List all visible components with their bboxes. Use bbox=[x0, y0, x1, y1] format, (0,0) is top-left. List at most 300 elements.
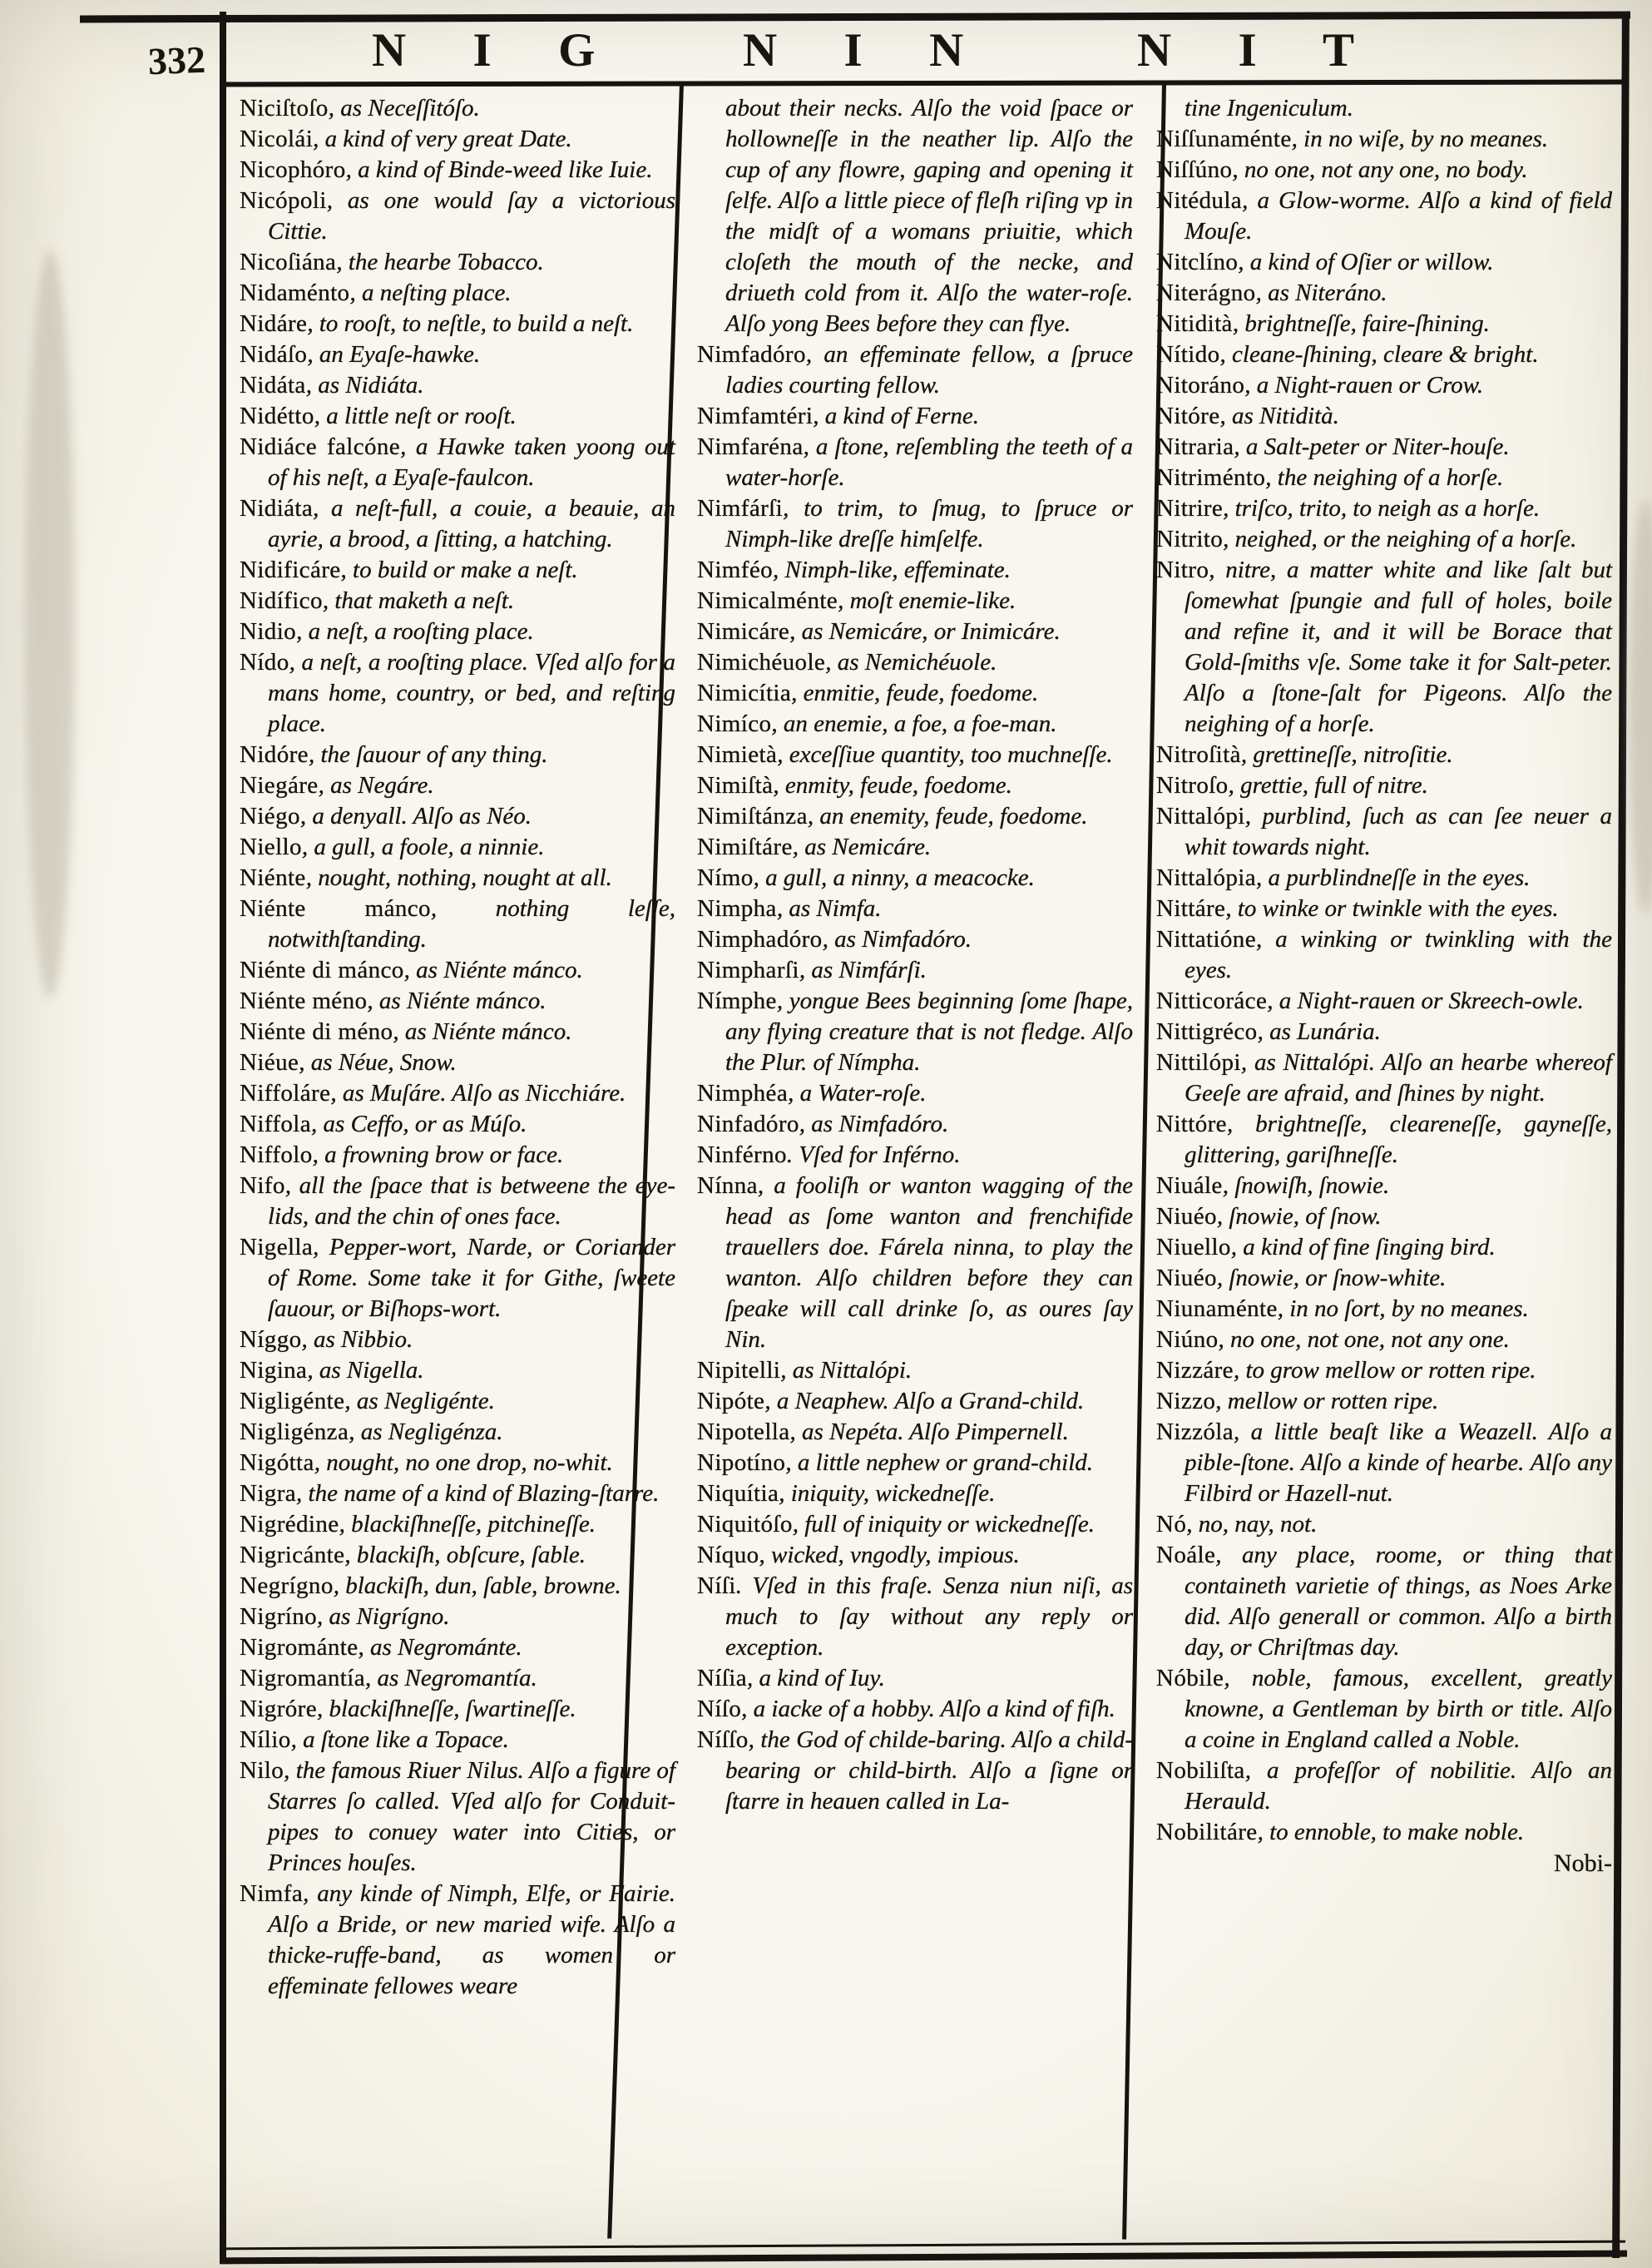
headword: Nigella bbox=[240, 1234, 314, 1260]
definition: , grettineſſe, nitroſitie. bbox=[1240, 741, 1453, 768]
entry bbox=[1156, 309, 1612, 339]
headword: Nimphadóro bbox=[697, 926, 823, 953]
definition: , to grow mellow or rotten ripe. bbox=[1233, 1357, 1536, 1384]
entry bbox=[240, 770, 675, 801]
headword: Nidóre bbox=[240, 741, 309, 768]
entry-continuation bbox=[1156, 93, 1612, 124]
definition: , as one would ſay a victorious Cittie. bbox=[268, 187, 675, 245]
definition: . Vſed for Inférno. bbox=[786, 1141, 961, 1168]
entry bbox=[240, 555, 675, 586]
headword: Niffolo bbox=[240, 1141, 313, 1168]
definition: , a little nephew or grand-child. bbox=[785, 1449, 1094, 1476]
headword: Niſſunaménte bbox=[1156, 126, 1292, 152]
headword: Nipóte bbox=[697, 1388, 765, 1414]
headword: Nidáta bbox=[240, 372, 306, 399]
definition: , the God of childe-baring. Alſo a child-bearing or child-birth. Alſo a ſigne or ſtarre in heauen called in La- bbox=[725, 1726, 1133, 1815]
entry bbox=[1156, 863, 1612, 894]
headword: Niquítia bbox=[697, 1480, 779, 1507]
entry bbox=[240, 586, 675, 617]
scan-smudge bbox=[1629, 499, 1652, 915]
definition: , a neſting place. bbox=[349, 280, 512, 306]
definition: , to ennoble, to make noble. bbox=[1257, 1819, 1525, 1845]
headword: Nittalópia bbox=[1156, 864, 1256, 891]
headword: Nimfárſi bbox=[697, 495, 784, 522]
entry bbox=[240, 863, 675, 894]
entry bbox=[1156, 401, 1612, 432]
entry bbox=[697, 1355, 1133, 1386]
entry bbox=[240, 1417, 675, 1448]
definition: , a Neaphew. Alſo a Grand-child. bbox=[764, 1388, 1085, 1414]
headword: Nidífico bbox=[240, 587, 323, 614]
definition: , wicked, vngodly, impious. bbox=[759, 1542, 1020, 1568]
definition: , a denyall. Alſo as Néo. bbox=[299, 803, 532, 829]
entry bbox=[697, 1509, 1133, 1540]
definition: , as Nigrígno. bbox=[317, 1603, 450, 1630]
headword: Níſſo bbox=[697, 1726, 749, 1753]
definition: , as Negligénte. bbox=[344, 1388, 495, 1414]
definition: . Vſed in this fraſe. Senza niun niſi, as much to ſay without any reply or exception. bbox=[725, 1572, 1133, 1661]
definition: , blackiſh, dun, ſable, browne. bbox=[333, 1572, 621, 1599]
headword: Nído bbox=[240, 649, 289, 676]
entry bbox=[697, 493, 1133, 555]
definition: , a ſtone like a Topace. bbox=[290, 1726, 509, 1753]
headword: Nizzo bbox=[1156, 1388, 1216, 1414]
definition: , as Nitidità. bbox=[1219, 403, 1339, 429]
headword: Nipotella bbox=[697, 1419, 790, 1445]
entry bbox=[240, 1879, 675, 2002]
headword: Niúno bbox=[1156, 1326, 1219, 1353]
definition: , as Neceſſitóſo. bbox=[328, 95, 480, 121]
entry bbox=[1156, 186, 1612, 247]
entry bbox=[697, 1386, 1133, 1417]
headword: Ninfadóro bbox=[697, 1111, 799, 1137]
headword: Nimfa bbox=[240, 1880, 304, 1907]
definition: , a gull, a ninny, a meacocke. bbox=[753, 864, 1035, 891]
entry bbox=[697, 1725, 1133, 1817]
entry bbox=[697, 770, 1133, 801]
headword: Nicópoli bbox=[240, 187, 327, 214]
headword: Nidio bbox=[240, 618, 297, 645]
entry bbox=[240, 617, 675, 647]
entry bbox=[1156, 555, 1612, 740]
entry bbox=[240, 1725, 675, 1755]
headword: Nidiáce falcóne bbox=[240, 433, 401, 460]
definition: , as Muſáre. Alſo as Nicchiáre. bbox=[330, 1080, 626, 1107]
entry bbox=[240, 1632, 675, 1663]
left-frame-rule bbox=[220, 12, 226, 2258]
definition: , ſnowie, or ſnow-white. bbox=[1216, 1265, 1447, 1291]
entry bbox=[697, 1171, 1133, 1355]
headword: Níſi bbox=[697, 1572, 736, 1599]
headword: Niénte méno bbox=[240, 988, 368, 1014]
definition: , as Nimfa. bbox=[776, 895, 882, 922]
headword: Nimphéa bbox=[697, 1080, 789, 1107]
definition: , as Nimfadóro. bbox=[799, 1111, 949, 1137]
column-2 bbox=[697, 93, 1133, 1817]
headword: Nidétto bbox=[240, 403, 314, 429]
definition: , a kind of Ferne. bbox=[813, 403, 980, 429]
definition: , as Nimfadóro. bbox=[822, 926, 972, 953]
entry bbox=[240, 1602, 675, 1632]
headword: Niciſtoſo bbox=[240, 95, 329, 121]
column-1-entries bbox=[240, 93, 675, 2002]
definition: , cleane-ſhining, cleare & bright. bbox=[1219, 341, 1539, 368]
entry bbox=[240, 432, 675, 493]
headword: Niunaménte bbox=[1156, 1295, 1278, 1322]
entry bbox=[697, 1540, 1133, 1571]
entry bbox=[240, 1448, 675, 1478]
definition: , iniquity, wickedneſſe. bbox=[779, 1480, 996, 1507]
entry bbox=[1156, 432, 1612, 463]
headword: Nidáſo bbox=[240, 341, 308, 368]
entry bbox=[1156, 247, 1612, 278]
entry bbox=[240, 832, 675, 863]
definition: , as Nittalópi. bbox=[780, 1357, 913, 1384]
entry bbox=[240, 124, 675, 155]
entry-continuation bbox=[697, 93, 1133, 339]
entry bbox=[1156, 493, 1612, 524]
entry bbox=[697, 1694, 1133, 1725]
headword: Niégo bbox=[240, 803, 300, 829]
headword: Nimiſtánza bbox=[697, 803, 808, 829]
entry bbox=[697, 1663, 1133, 1694]
headword: Níſo bbox=[697, 1696, 742, 1722]
definition: , the famous Riuer Nilus. Alſo a figure of Starres ſo called. Vſed alſo for Conduit-pipes to conuey water into Cities, or Princes houſes. bbox=[268, 1757, 675, 1876]
definition: , a neſt, a rooſting place. bbox=[296, 618, 534, 645]
entry bbox=[240, 370, 675, 401]
headword: Nímphe bbox=[697, 988, 777, 1014]
header-divider-rule bbox=[220, 80, 1627, 87]
entry bbox=[240, 1140, 675, 1171]
entry bbox=[240, 647, 675, 740]
headword: Nigromantía bbox=[240, 1665, 365, 1691]
headword: Nipotíno bbox=[697, 1449, 786, 1476]
definition: , brightneſſe, faire-ſhining. bbox=[1232, 310, 1490, 337]
entry bbox=[1156, 1540, 1612, 1663]
definition: , blackiſhneſſe, pitchineſſe. bbox=[339, 1511, 596, 1538]
entry bbox=[240, 1017, 675, 1047]
definition: , blackiſh, obſcure, ſable. bbox=[344, 1542, 586, 1568]
headword: Nidificáre bbox=[240, 557, 341, 583]
entry bbox=[697, 432, 1133, 493]
definition: , noble, famous, excellent, greatly knowne, a Gentleman by birth or title. Alſo a coine in England called a Noble. bbox=[1185, 1665, 1612, 1753]
definition: , a Glow-worme. Alſo a kind of field Mouſe. bbox=[1185, 187, 1612, 245]
definition: , a kind of fine ſinging bird. bbox=[1230, 1234, 1496, 1260]
entry bbox=[1156, 1263, 1612, 1294]
definition: , no, nay, not. bbox=[1186, 1511, 1318, 1538]
definition: , a kind of Oſier or willow. bbox=[1238, 249, 1494, 275]
headword: Nigra bbox=[240, 1480, 297, 1507]
entry bbox=[240, 1171, 675, 1232]
top-rule bbox=[80, 12, 1630, 23]
entry bbox=[1156, 801, 1612, 863]
headword: Nitoráno bbox=[1156, 372, 1245, 399]
entry bbox=[1156, 1355, 1612, 1386]
definition: , as Niénte mánco. bbox=[367, 988, 547, 1014]
definition: , a iacke of a hobby. Alſo a kind of fiſh. bbox=[741, 1696, 1115, 1722]
entry bbox=[240, 339, 675, 370]
entry bbox=[697, 955, 1133, 986]
headword: Nitclíno bbox=[1156, 249, 1239, 275]
entry bbox=[1156, 740, 1612, 770]
headword: Níggo bbox=[240, 1326, 302, 1353]
headword: Nitidità bbox=[1156, 310, 1233, 337]
definition: , the name of a kind of Blazing-ſtarre. bbox=[296, 1480, 660, 1507]
entry bbox=[240, 1663, 675, 1694]
definition: , the neighing of a horſe. bbox=[1265, 464, 1504, 491]
headword: Niéue bbox=[240, 1049, 299, 1076]
definition: , an enemity, feude, foedome. bbox=[807, 803, 1088, 829]
headword: Nimpha bbox=[697, 895, 777, 922]
definition: , a Salt-peter or Niter-houſe. bbox=[1234, 433, 1510, 460]
headword: Nidáre bbox=[240, 310, 308, 337]
definition: , a Night-rauen or Crow. bbox=[1244, 372, 1484, 399]
headword: Nimfaréna bbox=[697, 433, 804, 460]
headword: Nobilitáre bbox=[1156, 1819, 1258, 1845]
headword: Nigrédine bbox=[240, 1511, 339, 1538]
bottom-rule-thick bbox=[220, 2251, 1627, 2265]
entry bbox=[240, 1540, 675, 1571]
definition: , the hearbe Tobacco. bbox=[336, 249, 544, 275]
definition: , Nimph-like, effeminate. bbox=[773, 557, 1011, 583]
entry bbox=[1156, 1386, 1612, 1417]
headword: Nittatióne bbox=[1156, 926, 1256, 953]
entry bbox=[240, 278, 675, 309]
headword: Nitrito bbox=[1156, 526, 1224, 552]
entry bbox=[1156, 1417, 1612, 1509]
headword: Nitédula bbox=[1156, 187, 1243, 214]
section-head-nig: N I G bbox=[372, 24, 623, 77]
headword: Nittigréco bbox=[1156, 1018, 1258, 1045]
definition: , as Nemicáre. bbox=[792, 834, 932, 860]
headword: Nitóre bbox=[1156, 403, 1220, 429]
headword: Nicophóro bbox=[240, 156, 346, 183]
definition: , a frowning brow or face. bbox=[312, 1141, 564, 1168]
definition: , an Eyaſe-hawke. bbox=[307, 341, 481, 368]
entry bbox=[1156, 1171, 1612, 1201]
entry bbox=[697, 924, 1133, 955]
entry bbox=[240, 1509, 675, 1540]
definition: , a purblindneſſe in the eyes. bbox=[1255, 864, 1531, 891]
entry bbox=[240, 1109, 675, 1140]
definition: , a little beaſt like a Weazell. Alſo a pible-ſtone. Alſo a kinde of hearbe. Alſo any Filbird or Hazell-nut. bbox=[1185, 1419, 1612, 1507]
definition: , as Nidiáta. bbox=[305, 372, 424, 399]
definition: , a kind of Binde-weed like Iuie. bbox=[345, 156, 653, 183]
entry bbox=[697, 1109, 1133, 1140]
entry bbox=[240, 1694, 675, 1725]
scan-smudge bbox=[25, 250, 75, 998]
definition: , neighed, or the neighing of a horſe. bbox=[1223, 526, 1577, 552]
definition: , as Nemicáre, or Inimicáre. bbox=[789, 618, 1061, 645]
definition: , to rooſt, to neſtle, to build a neſt. bbox=[307, 310, 634, 337]
entry bbox=[697, 647, 1133, 678]
headword: Niuéo bbox=[1156, 1203, 1217, 1230]
entry bbox=[240, 493, 675, 555]
definition: , a profeſſor of nobilitie. Alſo an Herauld. bbox=[1185, 1757, 1612, 1815]
column-3-entries bbox=[1156, 93, 1612, 1848]
definition: , a Night-rauen or Skreech-owle. bbox=[1267, 988, 1584, 1014]
definition: , an effeminate fellow, a ſpruce ladies courting fellow. bbox=[725, 341, 1133, 399]
entry bbox=[240, 1355, 675, 1386]
headword: Nigina bbox=[240, 1357, 308, 1384]
definition: , nitre, a matter white and like ſalt but ſomewhat ſpungie and full of holes, boile and refine it, and it will be Borace that Gold-ſmiths vſe. Some take it for Salt-peter. Alſo a ſtone-ſalt for Pigeons. Alſo the neighing of a horſe. bbox=[1185, 557, 1612, 737]
entry bbox=[1156, 1232, 1612, 1263]
definition: , exceſſiue quantity, too muchneſſe. bbox=[777, 741, 1113, 768]
headword: Niquitóſo bbox=[697, 1511, 793, 1538]
headword: Nímo bbox=[697, 864, 754, 891]
headword: Niénte di mánco bbox=[240, 957, 404, 983]
definition: , that maketh a neſt. bbox=[322, 587, 515, 614]
entry bbox=[697, 832, 1133, 863]
entry bbox=[1156, 463, 1612, 493]
entry bbox=[1156, 1325, 1612, 1355]
catchword: Nobi- bbox=[1554, 1850, 1612, 1877]
entry bbox=[697, 1078, 1133, 1109]
definition: , a little neſt or rooſt. bbox=[314, 403, 517, 429]
entry bbox=[240, 1571, 675, 1602]
entry bbox=[1156, 370, 1612, 401]
entry bbox=[697, 1571, 1133, 1663]
headword: Noále bbox=[1156, 1542, 1216, 1568]
definition: , as Nittalópi. Alſo an hearbe whereof Geeſe are afraid, and ſhines by night. bbox=[1185, 1049, 1612, 1107]
definition: , blackiſhneſſe, ſwartineſſe. bbox=[317, 1696, 576, 1722]
entry bbox=[1156, 924, 1612, 986]
definition: , a neſt, a rooſting place. Vſed alſo for a mans home, country, or bed, and reſting place. bbox=[268, 649, 675, 737]
headword: Nigricánte bbox=[240, 1542, 345, 1568]
headword: Ninférno bbox=[697, 1141, 787, 1168]
headword: Nimichéuole bbox=[697, 649, 826, 676]
entry bbox=[697, 709, 1133, 740]
headword: Nimiſtáre bbox=[697, 834, 793, 860]
definition: , as Nibbio. bbox=[301, 1326, 413, 1353]
definition: , no one, not one, not any one. bbox=[1218, 1326, 1510, 1353]
headword: Níquo bbox=[697, 1542, 759, 1568]
headword: Nitraria bbox=[1156, 433, 1234, 460]
definition: , as Negáre. bbox=[318, 772, 434, 799]
definition: , moſt enemie-like. bbox=[838, 587, 1016, 614]
headword: Nifo bbox=[240, 1172, 285, 1199]
headword: Niſſúno bbox=[1156, 156, 1233, 183]
entry bbox=[240, 1078, 675, 1109]
entry bbox=[1156, 1201, 1612, 1232]
headword: Nobiliſta bbox=[1156, 1757, 1245, 1784]
headword: Nimicítia bbox=[697, 680, 792, 706]
definition: , in no ſort, by no meanes. bbox=[1277, 1295, 1529, 1322]
definition: , no one, not any one, no body. bbox=[1232, 156, 1528, 183]
right-frame-rule bbox=[1612, 12, 1630, 2258]
definition: about their necks. Alſo the void ſpace or hollowneſſe in the neather lip. Alſo the cup of any flowre, gaping and opening it ſelfe. Alſo a little piece of fleſh riſing vp in the midſt of a womans priuitie, which cloſeth the mouth of the necke, and driueth cold from it. Alſo the water-roſe. Alſo yong Bees before they can flye. bbox=[725, 95, 1133, 337]
entry bbox=[697, 801, 1133, 832]
definition: , as Ceffo, or as Múſo. bbox=[311, 1111, 527, 1137]
column-1 bbox=[240, 93, 675, 2002]
definition: , any place, roome, or thing that containeth varietie of things, as Noes Arke did. Alſo generall or common. Alſo a birth day, or Chriſtmas day. bbox=[1185, 1542, 1612, 1661]
definition: , to build or make a neſt. bbox=[340, 557, 578, 583]
definition: , as Niénte mánco. bbox=[393, 1018, 572, 1045]
entry bbox=[240, 186, 675, 247]
entry bbox=[240, 1232, 675, 1325]
definition: , nought, nothing, nought at all. bbox=[305, 864, 612, 891]
column-3 bbox=[1156, 93, 1612, 1879]
entry bbox=[240, 93, 675, 124]
entry bbox=[697, 555, 1133, 586]
headword: Niegáre bbox=[240, 772, 319, 799]
entry bbox=[1156, 124, 1612, 155]
entry bbox=[697, 339, 1133, 401]
definition: , as Niénte mánco. bbox=[403, 957, 583, 983]
entry bbox=[697, 401, 1133, 432]
definition: , purblind, ſuch as can ſee neuer a whit towards night. bbox=[1185, 803, 1612, 860]
headword: Niffoláre bbox=[240, 1080, 331, 1107]
definition: , as Nepéta. Alſo Pimpernell. bbox=[789, 1419, 1069, 1445]
definition: , any kinde of Nimph, Elfe, or Fairie. Alſo a Bride, or new maried wife. Alſo a thicke-ruffe-band, as women or effeminate fellowes weare bbox=[268, 1880, 675, 1999]
definition: , as Nigella. bbox=[307, 1357, 424, 1384]
headword: Niello bbox=[240, 834, 302, 860]
entry bbox=[697, 740, 1133, 770]
headword: Nigrománte bbox=[240, 1634, 359, 1661]
definition: , ſnowie, of ſnow. bbox=[1216, 1203, 1382, 1230]
entry bbox=[1156, 155, 1612, 186]
headword: Nilo bbox=[240, 1757, 284, 1784]
entry bbox=[240, 1386, 675, 1417]
headword: Niénte di méno bbox=[240, 1018, 393, 1045]
headword: Nó bbox=[1156, 1511, 1187, 1538]
headword: Nítido bbox=[1156, 341, 1220, 368]
column-2-entries bbox=[697, 93, 1133, 1817]
headword: Nimietà bbox=[697, 741, 778, 768]
definition: , enmity, feude, foedome. bbox=[773, 772, 1012, 799]
headword: Nigróre bbox=[240, 1696, 317, 1722]
headword: Nipitelli bbox=[697, 1357, 781, 1384]
entry bbox=[240, 955, 675, 986]
section-head-nin: N I N bbox=[743, 24, 992, 77]
definition: , nought, no one drop, no-whit. bbox=[314, 1449, 613, 1476]
definition: tine Ingeniculum. bbox=[1185, 95, 1353, 121]
headword: Nitrire bbox=[1156, 495, 1224, 522]
definition: , as Nimfárſi. bbox=[799, 957, 927, 983]
headword: Nóbile bbox=[1156, 1665, 1224, 1691]
definition: , as Niteráno. bbox=[1255, 280, 1387, 306]
entry bbox=[697, 1478, 1133, 1509]
definition: , yongue Bees beginning ſome ſhape, any flying creature that is not fledge. Alſo the Plur. of Nímpha. bbox=[725, 988, 1133, 1076]
definition: , a neſt-full, a couie, a beauie, an ayrie, a brood, a ſitting, a hatching. bbox=[268, 495, 675, 552]
headword: Nittilópi bbox=[1156, 1049, 1241, 1076]
entry bbox=[240, 401, 675, 432]
entry bbox=[1156, 1109, 1612, 1171]
entry bbox=[240, 155, 675, 186]
headword: Niffola bbox=[240, 1111, 312, 1137]
entry bbox=[240, 1325, 675, 1355]
definition: , a fooliſh or wanton wagging of the head as ſome wanton and frenchifide trauellers doe. Fárela ninna, to play the wanton. Alſo children before they can ſpeake will call drinke ſo, as oures ſay Nin. bbox=[725, 1172, 1133, 1353]
entry bbox=[697, 678, 1133, 709]
headword: Nidaménto bbox=[240, 280, 350, 306]
entry bbox=[1156, 1047, 1612, 1109]
headword: Nigótta bbox=[240, 1449, 314, 1476]
entry bbox=[240, 894, 675, 955]
entry bbox=[240, 1047, 675, 1078]
section-head-nit: N I T bbox=[1137, 24, 1382, 77]
headword: Níſia bbox=[697, 1665, 747, 1691]
headword: Nitroſità bbox=[1156, 741, 1241, 768]
headword: Nicoſiána bbox=[240, 249, 337, 275]
headword: Nittalópi bbox=[1156, 803, 1245, 829]
definition: , enmitie, feude, foedome. bbox=[791, 680, 1039, 706]
entry bbox=[1156, 1663, 1612, 1755]
definition: , in no wiſe, by no meanes. bbox=[1291, 126, 1549, 152]
definition: , ſnowiſh, ſnowie. bbox=[1222, 1172, 1390, 1199]
entry bbox=[1156, 1509, 1612, 1540]
entry bbox=[697, 586, 1133, 617]
headword: Niuéo bbox=[1156, 1265, 1217, 1291]
